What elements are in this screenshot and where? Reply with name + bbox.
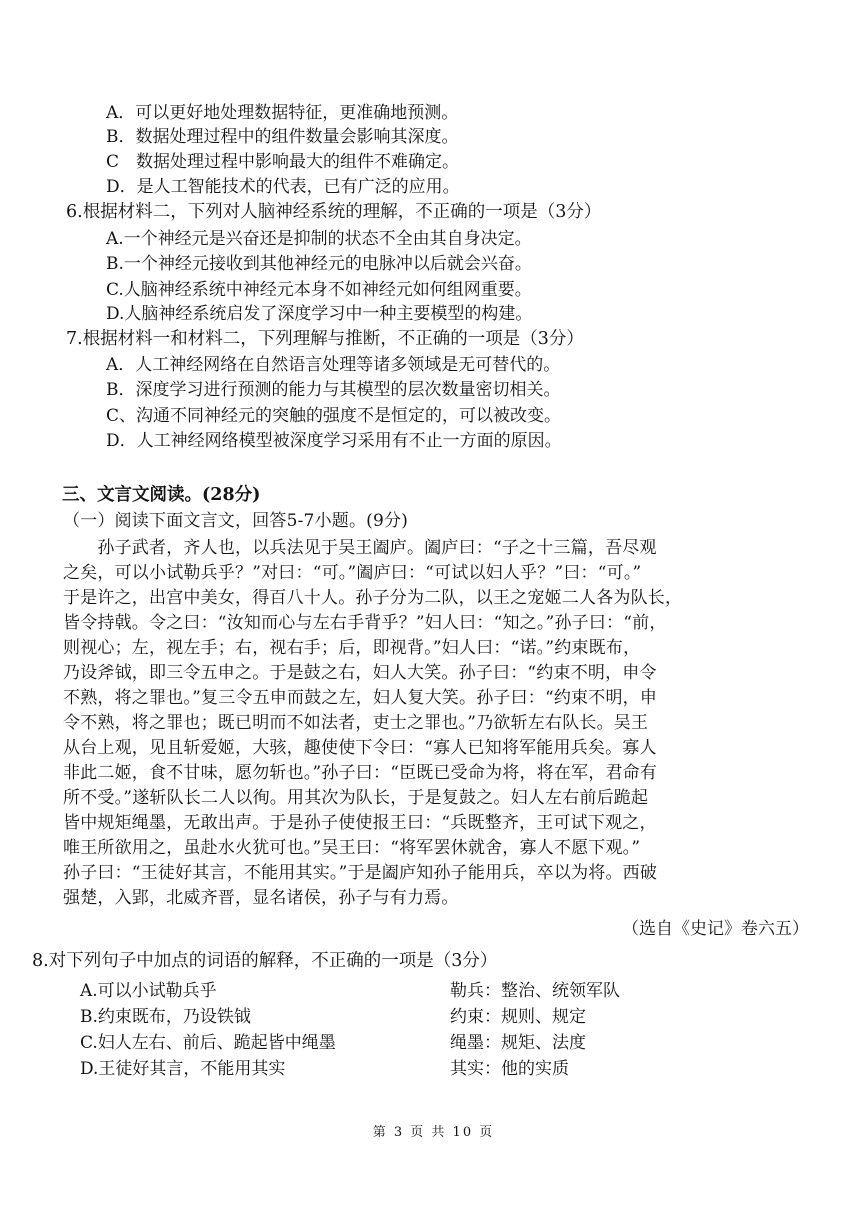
q8-gloss-c: 绳墨：规矩、法度	[450, 1033, 586, 1053]
q7-option-c: C、沟通不同神经元的突触的强度不是恒定的，可以被改变。	[106, 406, 562, 426]
passage-line: 唯王所欲用之，虽赴水火犹可也。”吴王曰：“将军罢休就舍，寡人不愿下观。”	[63, 838, 641, 858]
q5-option-b: B．数据处理过程中的组件数量会影响其深度。	[106, 127, 459, 147]
passage-line: 强楚，入郢，北威齐晋，显名诸侯，孙子与有力焉。	[63, 888, 459, 908]
q8-gloss-d: 其实：他的实质	[450, 1059, 569, 1079]
q8-option-c: C.妇人左右、前后、跪起皆中绳墨	[80, 1033, 336, 1053]
passage-line: 皆中规矩绳墨，无敢出声。于是孙子使使报王曰：“兵既整齐，王可试下观之，	[63, 813, 657, 833]
passage-line: 孙子曰：“王徒好其言，不能用其实。”于是阖庐知孙子能用兵，卒以为将。西破	[63, 863, 658, 883]
passage-source: （选自《史记》卷六五）	[622, 919, 809, 939]
section3-subtitle: （一）阅读下面文言文，回答5-7小题。(9分)	[63, 511, 409, 531]
passage-line: 于是许之，出宫中美女，得百八十人。孙子分为二队，以王之宠姬二人各为队长，	[63, 588, 683, 608]
q8-option-b: B.约束既布，乃设铁钺	[80, 1007, 251, 1027]
q6-option-b: B.一个神经元接收到其他神经元的电脉冲以后就会兴奋。	[106, 254, 532, 274]
q6-option-d: D.人脑神经系统启发了深度学习中一种主要模型的构建。	[106, 304, 533, 324]
page-footer: 第 3 页 共 10 页	[372, 1125, 495, 1140]
q7-option-b: B．深度学习进行预测的能力与其模型的层次数量密切相关。	[106, 380, 561, 400]
passage-line: 孙子武者，齐人也，以兵法见于吴王阖庐。阖庐曰：“子之十三篇，吾尽观	[63, 538, 657, 558]
q6-option-c: C.人脑神经系统中神经元本身不如神经元如何组网重要。	[106, 280, 532, 300]
q8-gloss-b: 约束：规则、规定	[450, 1007, 586, 1027]
q5-option-a: A．可以更好地处理数据特征，更准确地预测。	[106, 103, 459, 123]
passage-line: 非此二姬，食不甘味，愿勿斩也。”孙子曰：“臣既已受命为将，将在军，君命有	[63, 763, 658, 783]
section3-title: 三、文言文阅读。(28分)	[62, 485, 261, 505]
q8-gloss-a: 勒兵：整治、统领军队	[450, 981, 620, 1001]
q7-option-a: A．人工神经网络在自然语言处理等诸多领域是无可替代的。	[106, 355, 561, 375]
q7-option-d: D．人工神经网络模型被深度学习采用有不止一方面的原因。	[106, 431, 562, 451]
passage-line: 之矣，可以小试勒兵乎？”对曰：“可。”阖庐曰：“可试以妇人乎？”曰：“可。”	[63, 563, 642, 583]
passage-line: 皆令持戟。令之曰：“汝知而心与左右手背乎？”妇人曰：“知之。”孙子曰：“前，	[63, 613, 667, 633]
q5-option-d: D．是人工智能技术的代表，已有广泛的应用。	[106, 177, 460, 197]
passage-line: 乃设斧钺，即三令五申之。于是鼓之右，妇人大笑。孙子曰：“约束不明，申令	[63, 663, 657, 683]
q8-option-a: A.可以小试勒兵乎	[80, 981, 217, 1001]
q8-option-d: D.王徒好其言，不能用其实	[80, 1059, 286, 1079]
passage-line: 令不熟，将之罪也；既已明而不如法者，吏士之罪也。”乃欲斩左右队长。吴王	[63, 713, 649, 733]
passage-line: 所不受。”遂斩队长二人以徇。用其次为队长，于是复鼓之。妇人左右前后跪起	[63, 788, 649, 808]
passage-line: 不熟，将之罪也。”复三令五申而鼓之左，妇人复大笑。孙子曰：“约束不明，申	[63, 688, 658, 708]
passage-line: 从台上观，见且斩爱姬，大骇，趣使使下令曰：“寡人已知将军能用兵矣。寡人	[63, 738, 657, 758]
q6-option-a: A.一个神经元是兴奋还是抑制的状态不全由其自身决定。	[106, 229, 532, 249]
q7-stem: 7.根据材料一和材料二，下列理解与推断，不正确的一项是（3分）	[66, 329, 584, 349]
q6-stem: 6.根据材料二，下列对人脑神经系统的理解，不正确的一项是（3分）	[66, 202, 602, 222]
passage-line: 则视心；左，视左手；右，视右手；后，即视背。”妇人曰：“诺。”约束既布，	[63, 638, 641, 658]
q5-option-c: C 数据处理过程中影响最大的组件不难确定。	[106, 152, 460, 172]
q8-stem: 8.对下列句子中加点的词语的解释，不正确的一项是（3分）	[32, 951, 498, 971]
